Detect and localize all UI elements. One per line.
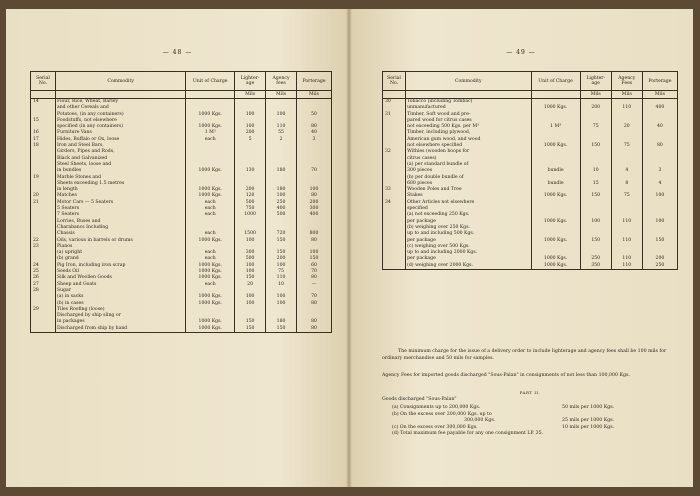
commodity-cell: 5 Seaters [55,206,185,212]
unit-cell: 1000 Kgs. [531,238,580,244]
unit-cell: 1000 Kgs. [531,193,580,199]
porterage-cell [297,332,332,333]
lighterage-cell: 200 [580,105,611,111]
unit-cell [186,99,235,106]
commodity-cell: specified [406,206,531,212]
mils-label: Mils [611,91,642,99]
commodity-cell: up to and including 500 Kgs. [406,231,531,237]
header-agency: Agency fees [266,72,297,91]
lighterage-cell: 100 [235,124,266,130]
fee-item-rate: 50 mils per 1000 Kgs. [562,405,615,410]
fee-items [392,405,678,438]
tariff-table-right [382,71,678,270]
fee-item-label: (a) Consignments up to 200,000 Kgs. [392,405,481,410]
porterage-cell: 100 [297,187,332,193]
commodity-cell: pared wood for citrus cases [406,118,531,124]
lighterage-cell: 150 [580,193,611,199]
lighterage-cell: 100 [235,294,266,300]
commodity-cell: American gum wood, and wood [406,137,531,143]
unit-cell: each [186,212,235,218]
commodity-cell: unmanufactured [406,105,531,111]
lighterage-cell: 750 [235,206,266,212]
commodity-cell: Sheep and Goats [55,282,185,288]
commodity-cell: per package [406,256,531,262]
goods-heading: Goods discharged "Sous-Palan" [382,397,457,402]
agency-cell: 100 [266,263,297,269]
right-page [349,9,693,487]
table-row [31,332,332,333]
commodity-cell: Sugar [55,288,185,294]
unit-cell: each [186,282,235,288]
lighterage-cell [235,99,266,106]
commodity-cell: (b) grand [55,256,185,262]
agency-cell: 400 [266,206,297,212]
serial-cell: 17 [31,137,56,143]
unit-cell: each [186,206,235,212]
agency-cell: 200 [266,256,297,262]
commodity-cell: Discharged from ship by hand [55,326,185,332]
commodity-cell: 600 pieces [406,181,531,187]
porterage-cell: 70 [297,168,332,174]
unit-cell: 1 M³ [531,124,580,130]
fee-item-label: (d) Total maximum fee payable for any one consignment LP. 35. [392,431,544,436]
serial-cell: 21 [31,200,56,206]
commodity-cell: (c) weighing over 500 Kgs. [406,244,531,250]
commodity-cell: Stakes [406,193,531,199]
serial-cell: 20 [31,193,56,199]
agency-cell: 2 [266,137,297,143]
unit-cell: 1000 Kgs. [186,124,235,130]
unit-cell: 1000 Kgs. [186,294,235,300]
porterage-cell: 70 [297,294,332,300]
serial-cell: 23 [31,244,56,250]
commodity-cell: in bundles [55,168,185,174]
table-body-left [31,91,332,333]
agency-cell: 4 [611,168,642,174]
lighterage-cell: 5 [235,137,266,143]
agency-cell [266,332,297,333]
serial-cell: 28 [31,288,56,294]
agency-cell: 180 [266,319,297,325]
agency-cell: 75 [611,193,642,199]
lighterage-cell: 100 [235,263,266,269]
lighterage-cell: 1500 [235,231,266,237]
header-unit: Unit of Charge [531,72,580,91]
commodity-cell: Wooden Poles and Tree [406,187,531,193]
header-commodity: Commodity [55,72,185,91]
commodity-cell: not exceeding 500 Kgs. per M³ [406,124,531,130]
lighterage-cell: 100 [235,238,266,244]
serial-cell: 32 [383,149,406,155]
unit-cell: each [186,250,235,256]
porterage-cell: 40 [642,124,677,130]
porterage-cell: 4 [642,181,677,187]
commodity-cell: Charabancs Including [55,225,185,231]
commodity-cell: not elsewhere specified [406,143,531,149]
unit-cell: 1000 Kgs. [186,319,235,325]
unit-cell: 1000 Kgs. [531,263,580,270]
porterage-cell: 200 [297,200,332,206]
serial-cell: 18 [31,143,56,149]
commodity-cell: (b) per double bundle of [406,175,531,181]
serial-cell: 31 [383,112,406,118]
commodity-cell: and other Cereals and [55,105,185,111]
lighterage-cell: 1000 [235,212,266,218]
header-lighterage: Lighter-age [580,72,611,91]
unit-cell: each [186,256,235,262]
lighterage-cell: 75 [580,124,611,130]
commodity-cell: specified (in any containers) [55,124,185,130]
commodity-cell: Furniture Vans [55,130,185,136]
agency-cell: 55 [266,130,297,136]
page-number-right: — 49 — [506,49,536,56]
unit-cell: 1000 Kgs. [186,193,235,199]
header-porterage: Porterage [642,72,677,91]
commodity-cell: (a) per standard bundle of [406,162,531,168]
porterage-cell: 400 [642,105,677,111]
unit-cell: bundle [531,168,580,174]
commodity-cell: Steel Sheets, loose and [55,162,185,168]
commodity-cell: per package [406,219,531,225]
agency-cell: 110 [611,238,642,244]
lighterage-cell: 120 [235,193,266,199]
minimum-charge-note: The minimum charge for the issue of a delivery order to include lighterage and agency fees shall be 100 mils for ordinary merchandise and 50 mils for samples. [382,349,667,361]
page-number-left: — 48 — [162,49,193,56]
header-serial: Serial No. [31,72,56,91]
lighterage-cell: 250 [580,256,611,262]
serial-cell: 30 [383,99,406,106]
commodity-cell: Discharged by ship sling or [55,313,185,319]
commodity-cell: Silk and Woollen Goods [55,275,185,281]
lighterage-cell: 15 [580,181,611,187]
porterage-cell: 100 [642,219,677,225]
commodity-cell [55,332,185,333]
agency-cell: 720 [266,231,297,237]
unit-cell: 1000 Kgs. [531,143,580,149]
unit-cell: each [186,137,235,143]
agency-cell: 500 [266,212,297,218]
commodity-cell: Pig Iron, including iron scrap [55,263,185,269]
commodity-cell: Timber, including plywood, [406,130,531,136]
porterage-cell: 250 [642,263,677,270]
lighterage-cell: 200 [235,130,266,136]
commodity-cell: Black and Galvanized [55,156,185,162]
commodity-cell: Oils, various in barrels or drums [55,238,185,244]
mils-label: Mils [580,91,611,99]
lighterage-cell: 130 [235,168,266,174]
agency-cell: 100 [266,294,297,300]
unit-cell: 1000 Kgs. [186,168,235,174]
commodity-cell: Timber, Soft wood and pre- [406,112,531,118]
porterage-cell: 80 [297,275,332,281]
serial-cell: 34 [383,200,406,206]
porterage-cell: 150 [297,256,332,262]
lighterage-cell: 150 [235,319,266,325]
unit-cell: 1000 Kgs. [186,112,235,118]
unit-cell: 1000 Kgs. [186,187,235,193]
serial-cell: 24 [31,263,56,269]
commodity-cell: Flour, Rice, Wheat, Barley [55,99,185,106]
fee-item-label: (c) On the excess over 300,000 Kgs. [392,424,478,430]
lighterage-cell [235,332,266,333]
agency-cell: 20 [611,124,642,130]
agency-cell: 100 [266,301,297,307]
book-crease [346,9,352,487]
mils-label: Mils [266,91,297,99]
agency-cell: 110 [266,124,297,130]
agency-cell: 100 [266,193,297,199]
commodity-cell: Sheets exceeding 1.5 metres [55,181,185,187]
lighterage-cell: 150 [235,326,266,332]
commodity-cell: up to and including 2000 Kgs. [406,250,531,256]
table-row [383,263,678,270]
lighterage-cell: 100 [235,301,266,307]
commodity-cell: Hides, Buffalo or Ox, loose [55,137,185,143]
serial-cell: 16 [31,130,56,136]
porterage-cell: 60 [297,263,332,269]
commodity-cell: Motor Cars — 5 Seaters [55,200,185,206]
unit-cell: 1000 Kgs. [186,269,235,275]
agency-cell: 75 [611,143,642,149]
commodity-cell: Foodstuffs, not elsewhere [55,118,185,124]
commodity-cell: Girders, Pipes and Rods, [55,149,185,155]
porterage-cell [297,99,332,106]
agency-cell: 10 [266,282,297,288]
unit-cell [186,332,235,333]
lighterage-cell: 100 [580,219,611,225]
fee-item-label: 300,000 Kgs. [464,418,496,423]
serial-cell: 27 [31,282,56,288]
serial-cell: 19 [31,175,56,181]
lighterage-cell: 500 [235,200,266,206]
agency-cell: 150 [266,238,297,244]
agency-cell: 100 [266,112,297,118]
commodity-cell: 7 Seaters [55,212,185,218]
commodity-cell: in packages [55,319,185,325]
serial-cell: 29 [31,307,56,313]
serial-cell: 22 [31,238,56,244]
porterage-cell: 80 [297,193,332,199]
fee-item-label: (b) On the excess over 200,000 Kgs. up to [392,411,492,417]
tariff-table-left [30,71,332,333]
porterage-cell: 400 [297,212,332,218]
serial-cell: 25 [31,269,56,275]
mils-label: Mils [235,91,266,99]
agency-cell: 150 [266,326,297,332]
porterage-cell: 80 [297,301,332,307]
header-unit: Unit of Charge [186,72,235,91]
agency-cell: 110 [611,219,642,225]
porterage-cell: 150 [642,238,677,244]
commodity-cell: Matches [55,193,185,199]
lighterage-cell: 150 [580,143,611,149]
agency-cell: 180 [266,187,297,193]
unit-cell: 1000 Kgs. [531,105,580,111]
serial-cell [31,332,56,333]
commodity-cell: 300 pieces [406,168,531,174]
porterage-cell: 80 [297,326,332,332]
unit-cell: 1 M³ [186,130,235,136]
agency-cell: 180 [266,168,297,174]
lighterage-cell: 100 [235,112,266,118]
agency-cell [266,99,297,106]
porterage-cell: 3 [297,137,332,143]
porterage-cell: 100 [642,193,677,199]
agency-cell: 110 [611,256,642,262]
unit-cell: 1000 Kgs. [531,256,580,262]
commodity-cell: Tiles Roofing (loose) [55,307,185,313]
lighterage-cell: 100 [235,269,266,275]
commodity-cell: Lorries, Buses and [55,219,185,225]
agency-cell: 110 [266,275,297,281]
mils-label: Mils [642,91,677,99]
commodity-cell: (a) in sacks [55,294,185,300]
lighterage-cell: 350 [580,263,611,270]
commodity-cell: Pianos [55,244,185,250]
header-lighterage: Lighter-age [235,72,266,91]
porterage-cell: 100 [297,250,332,256]
porterage-cell: 40 [297,130,332,136]
porterage-cell: 80 [297,238,332,244]
agency-cell: 150 [266,250,297,256]
porterage-cell: 70 [297,269,332,275]
agency-cell: 250 [266,200,297,206]
unit-cell: 1000 Kgs. [186,326,235,332]
unit-cell: 1000 Kgs. [186,275,235,281]
fee-item [392,431,678,438]
lighterage-cell: 150 [580,238,611,244]
lighterage-cell: 10 [580,168,611,174]
agency-cell: 110 [611,263,642,270]
part-label: PART II. [519,390,541,395]
commodity-cell: Potatoes, (in any containers) [55,112,185,118]
unit-cell: 1000 Kgs. [531,219,580,225]
porterage-cell: 80 [297,124,332,130]
commodity-cell: Other Articles not elsewhere [406,200,531,206]
porterage-cell: 80 [642,143,677,149]
commodity-cell: (b) weighing over 250 Kgs. [406,225,531,231]
serial-cell [383,263,406,270]
commodity-cell: (a) upright [55,250,185,256]
porterage-cell: — [297,282,332,288]
commodity-cell: (a) not exceeding 250 Kgs. [406,212,531,218]
agency-cell: 8 [611,181,642,187]
commodity-cell: Marble Stones and [55,175,185,181]
lighterage-cell: 500 [235,256,266,262]
unit-cell: each [186,231,235,237]
commodity-cell: citrus cases) [406,156,531,162]
commodity-cell: Withies (wooden hoops for [406,149,531,155]
left-page [6,9,349,487]
porterage-cell: 50 [297,112,332,118]
commodity-cell: Chassis [55,231,185,237]
unit-cell: 1000 Kgs. [186,263,235,269]
porterage-cell: 3 [642,168,677,174]
serial-cell: 14 [31,99,56,106]
unit-cell: each [186,200,235,206]
commodity-cell: in length [55,187,185,193]
porterage-cell: 800 [297,231,332,237]
agency-cell: 75 [266,269,297,275]
agency-fees-title: Agency Fees for imported goods discharged "Sous-Palan" in consignments of not less than 100,000 Kgs. [382,373,630,378]
commodity-cell: (b) in cases [55,301,185,307]
fee-item-rate: 10 mils per 1000 Kgs. [562,424,615,430]
mils-label: Mils [297,91,332,99]
lighterage-cell: 20 [235,282,266,288]
serial-cell: 15 [31,118,56,124]
fee-item-rate: 25 mils per 1000 Kgs. [562,418,615,423]
unit-cell: 1000 Kgs. [186,238,235,244]
lighterage-cell: 150 [235,275,266,281]
commodity-cell: per package [406,238,531,244]
lighterage-cell: 200 [235,187,266,193]
serial-cell: 26 [31,275,56,281]
header-porterage: Porterage [297,72,332,91]
porterage-cell: 200 [642,256,677,262]
commodity-cell: Tobacco (including Tombac) [406,99,531,106]
commodity-cell: Iron and Steel Bars, [55,143,185,149]
commodity-cell: Seeds Oil [55,269,185,275]
header-agency: Agency Fees [611,72,642,91]
table-body-right [383,91,678,270]
porterage-cell: 80 [297,319,332,325]
header-serial: Serial No. [383,72,406,91]
agency-cell: 110 [611,105,642,111]
serial-cell: 33 [383,187,406,193]
unit-cell: 1000 Kgs. [186,301,235,307]
header-commodity: Commodity [406,72,531,91]
porterage-cell: 300 [297,206,332,212]
unit-cell: bundle [531,181,580,187]
commodity-cell: (d) weighing over 2000 Kgs. [406,263,531,270]
lighterage-cell: 300 [235,250,266,256]
